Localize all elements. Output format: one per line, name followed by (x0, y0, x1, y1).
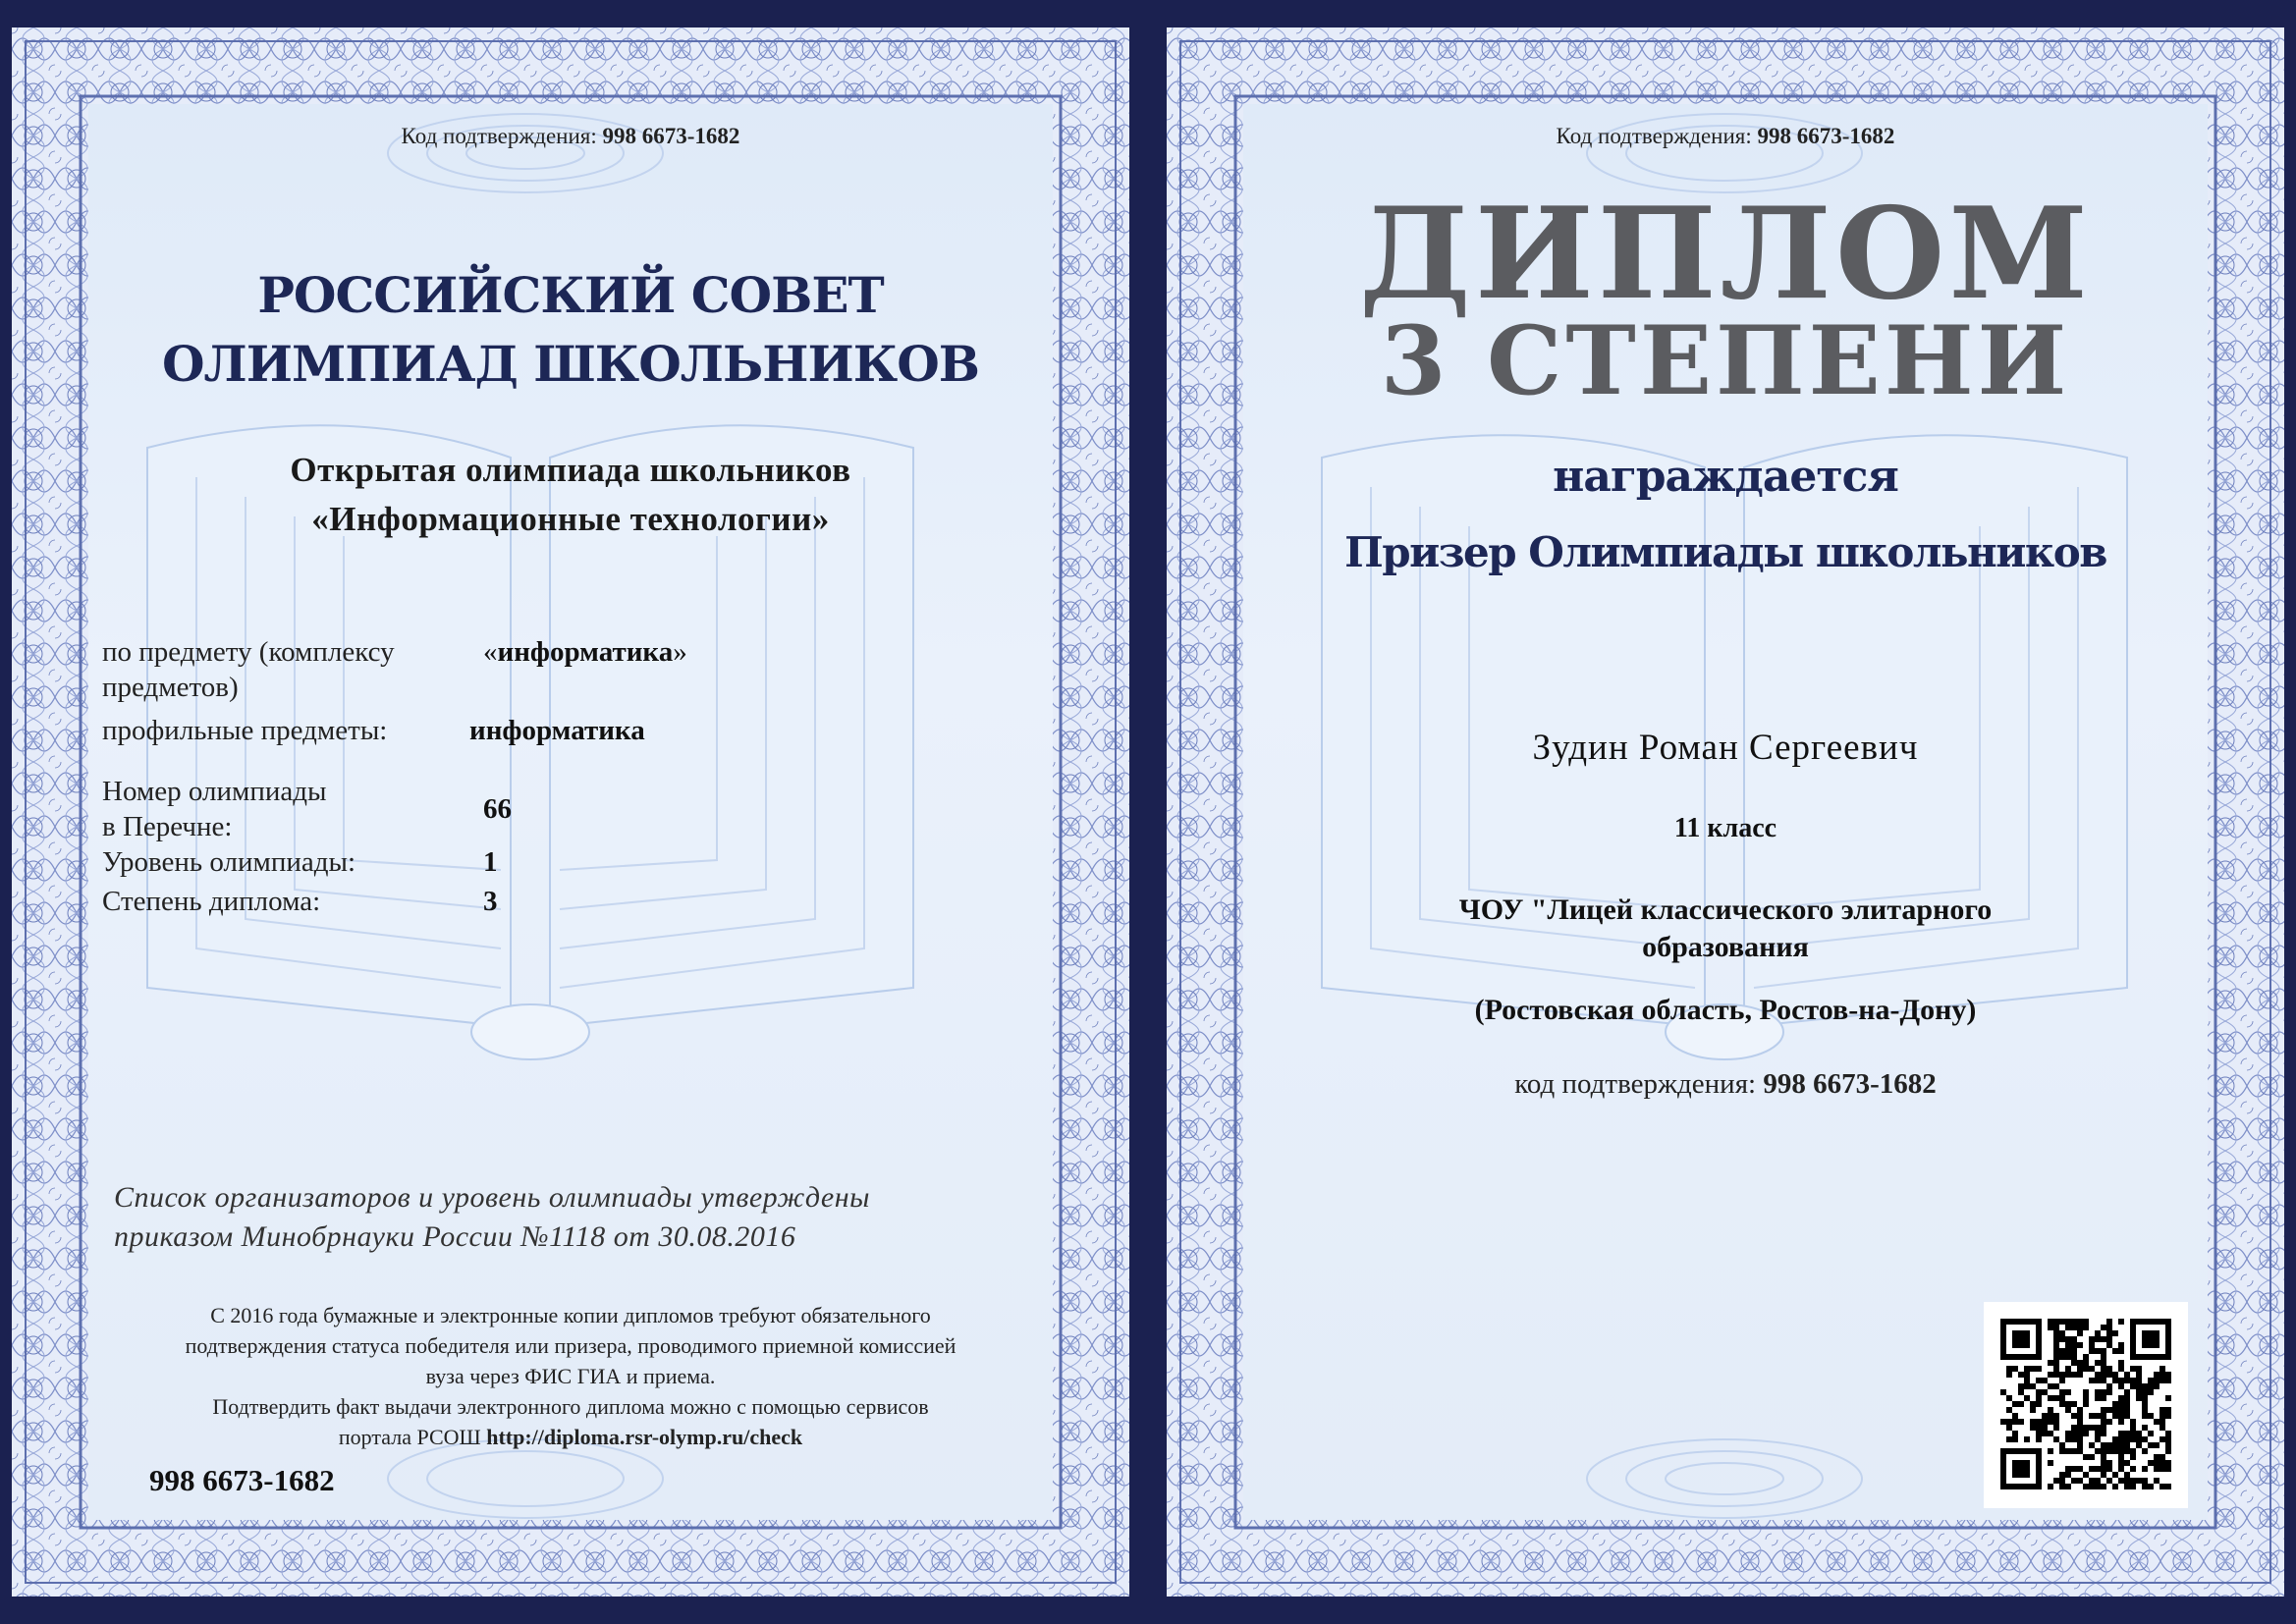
diploma-back-page (12, 27, 1129, 1597)
olympiad-name: Открытая олимпиада школьников «Информационные технологии» (290, 451, 851, 538)
qr-code-icon (1984, 1302, 2188, 1508)
recipient-grade: 11 класс (1673, 813, 1777, 843)
verification-note: С 2016 года бумажные и электронные копии дипломов требуют обязательного подтверждения статуса победителя или призера, проводимого приемной комиссией вуза через ФИС ГИА и приема. Подтвердить факт выдачи электронного диплома можно с помощью сервисов портала РСОШ http://diploma.rsr-olymp.ru/check (185, 1303, 957, 1449)
subject-value: «информатика» (483, 636, 687, 668)
recipient-name: Зудин Роман Сергеевич (1532, 728, 1919, 768)
olympiad-number-label: Номер олимпиады в Перечне: (102, 776, 327, 842)
awarded-label: награждается (1553, 452, 1898, 502)
level-label: Уровень олимпиады: (102, 846, 356, 878)
profile-value: информатика (469, 715, 645, 746)
diploma-title: ДИПЛОМ (1359, 181, 2092, 328)
degree-label: Степень диплома: (102, 886, 321, 917)
check-url-link[interactable]: http://diploma.rsr-olymp.ru/check (486, 1425, 803, 1449)
confirmation-code-middle: код подтверждения: 998 6673-1682 (1514, 1068, 1937, 1100)
profile-label: профильные предметы: (102, 715, 388, 746)
level-value: 1 (483, 846, 498, 878)
qr-code-icon (1984, 1302, 2188, 1508)
diploma-front-page (1167, 27, 2284, 1597)
confirmation-code-top: Код подтверждения: 998 6673-1682 (1556, 124, 1895, 148)
recipient-school: ЧОУ "Лицей классического элитарного образования (1458, 893, 1993, 963)
diploma-degree: 3 СТЕПЕНИ (1380, 305, 2071, 416)
degree-value: 3 (483, 886, 498, 917)
olympiad-number-value: 66 (483, 793, 512, 825)
confirmation-code-top: Код подтверждения: 998 6673-1682 (401, 124, 740, 148)
recipient-region: (Ростовская область, Ростов-на-Дону) (1474, 994, 1977, 1026)
confirmation-code-bottom: 998 6673-1682 (149, 1463, 335, 1497)
council-title: РОССИЙСКИЙ СОВЕТ ОЛИМПИАД ШКОЛЬНИКОВ (161, 266, 980, 393)
ministry-order-note: Список организаторов и уровень олимпиады утверждены приказом Минобрнауки России №1118 от 30.08.2016 (114, 1181, 870, 1253)
subject-label: по предмету (комплексу предметов) (102, 636, 395, 703)
recipient-status: Призер Олимпиады школьников (1344, 528, 2106, 576)
